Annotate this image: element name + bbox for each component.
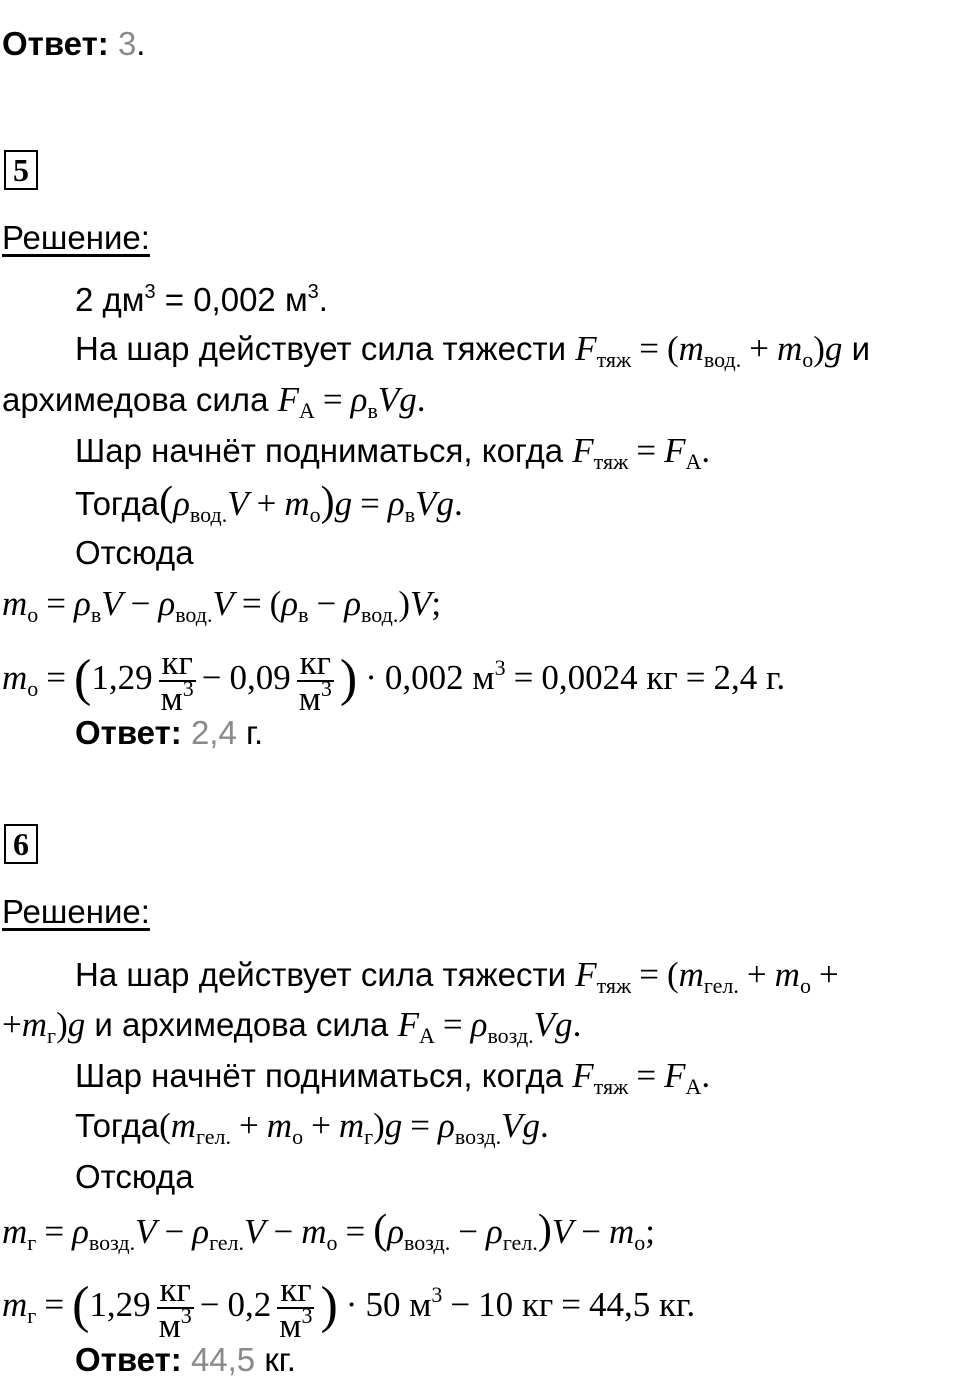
formula-mass-general: $m_о = \rho_вV - \rho_{вод.}V = (\rho_в - \rho_{вод.})V$; — [2, 584, 442, 627]
p6-line-archimedes — [2, 1005, 582, 1048]
formula-archimedes: $F_А = \rho_вVg$. — [277, 380, 426, 423]
p5-formula-calc — [2, 643, 786, 718]
answer-line-5 — [75, 713, 263, 753]
answer-value: 3 — [117, 25, 137, 62]
answer-line-top — [2, 24, 145, 64]
conv-b: = 0,002 м — [155, 281, 308, 318]
formula-gravity-6-cont: $+m_г)g$ — [2, 1005, 86, 1048]
solution-heading-6: Решение: — [2, 893, 150, 930]
answer-tail: . — [136, 25, 146, 62]
p6-l2-text: и архимедова сила — [94, 1006, 389, 1043]
p5-line-condition — [75, 431, 711, 474]
answer-unit-6: кг. — [255, 1341, 296, 1378]
p5-l1-text: На шар действует сила тяжести — [75, 330, 567, 367]
answer-value-5: 2,4 — [190, 714, 237, 751]
p5-l3-text: Шар начнёт подниматься, когда — [75, 432, 564, 469]
solution-heading-5: Решение: — [2, 219, 150, 256]
unit-conversion: 2 $дм^3 = 0,002$ $м^3$. — [75, 281, 328, 318]
p5-formula-mass — [2, 584, 442, 627]
p5-line-gravity — [75, 329, 871, 372]
formula-mass-calc-6: $m_г = (1,29$ $\frac{кг}{м^3}$ − 0,2 $\frac{кг}{м^3}$ ) · 50 $м^3 - 10$ кг = 44,5 кг. — [2, 1270, 696, 1345]
answer-label-5: Ответ: — [75, 714, 182, 751]
problem-number-5: 5 — [4, 150, 38, 190]
formula-mass-calc: $m_о = (1,29$ $\frac{кг}{м^3}$ − 0,09 $\frac{кг}{м^3}$ ) · 0,002 $м^3 = 0,0024$ кг = 2,4 г. — [2, 643, 786, 718]
formula-condition: $F_{тяж} = F_А$. — [572, 431, 711, 474]
answer-unit-5: г. — [236, 714, 264, 751]
p5-l1-and: и — [851, 330, 871, 367]
p5-line-then — [75, 479, 463, 527]
p5-l4-text: Тогда — [75, 485, 160, 522]
formula-then: $(\rho_{вод.}V + m_о)g = \rho_вVg$. — [159, 479, 463, 527]
formula-gravity: $F_{тяж} = (m_{вод.} + m_о)g$ — [575, 329, 843, 372]
p6-l4-text: Тогда — [75, 1107, 160, 1144]
answer-label: Ответ: — [2, 25, 109, 62]
answer-line-6 — [75, 1340, 296, 1380]
p6-line-then — [75, 1106, 549, 1149]
formula-mass-general-6: $m_г = \rho_{возд.}V - \rho_{гел.}V - m_о = (\rho_{возд.} - \rho_{гел.})V - m_о$; — [2, 1207, 655, 1255]
p6-line-condition — [75, 1056, 711, 1099]
p6-l1-text: На шар действует сила тяжести — [75, 956, 567, 993]
conv-c: . — [318, 281, 328, 318]
p5-line-archimedes — [2, 380, 426, 423]
p5-l2-text: архимедова сила — [2, 381, 269, 418]
p6-l3-text: Шар начнёт подниматься, когда — [75, 1057, 564, 1094]
p5-line-hence: Отсюда — [75, 534, 194, 571]
formula-gravity-6: $F_{тяж} = (m_{гел.} + m_о$ + — [575, 955, 839, 998]
conv-a: 2 дм — [75, 281, 145, 318]
formula-condition-6: $F_{тяж} = F_А$. — [572, 1056, 711, 1099]
answer-value-6: 44,5 — [190, 1341, 256, 1378]
formula-then-6: $(m_{гел.} + m_о + m_г)g = \rho_{возд.}Vg$. — [159, 1106, 549, 1149]
answer-label-6: Ответ: — [75, 1341, 182, 1378]
p6-line-hence: Отсюда — [75, 1158, 194, 1195]
p6-formula-calc — [2, 1270, 696, 1345]
p6-formula-mass — [2, 1207, 655, 1255]
p6-line-gravity — [75, 955, 847, 998]
formula-archimedes-6: $F_А = \rho_{возд.}Vg$. — [397, 1005, 582, 1048]
problem-number-6: 6 — [4, 824, 38, 864]
